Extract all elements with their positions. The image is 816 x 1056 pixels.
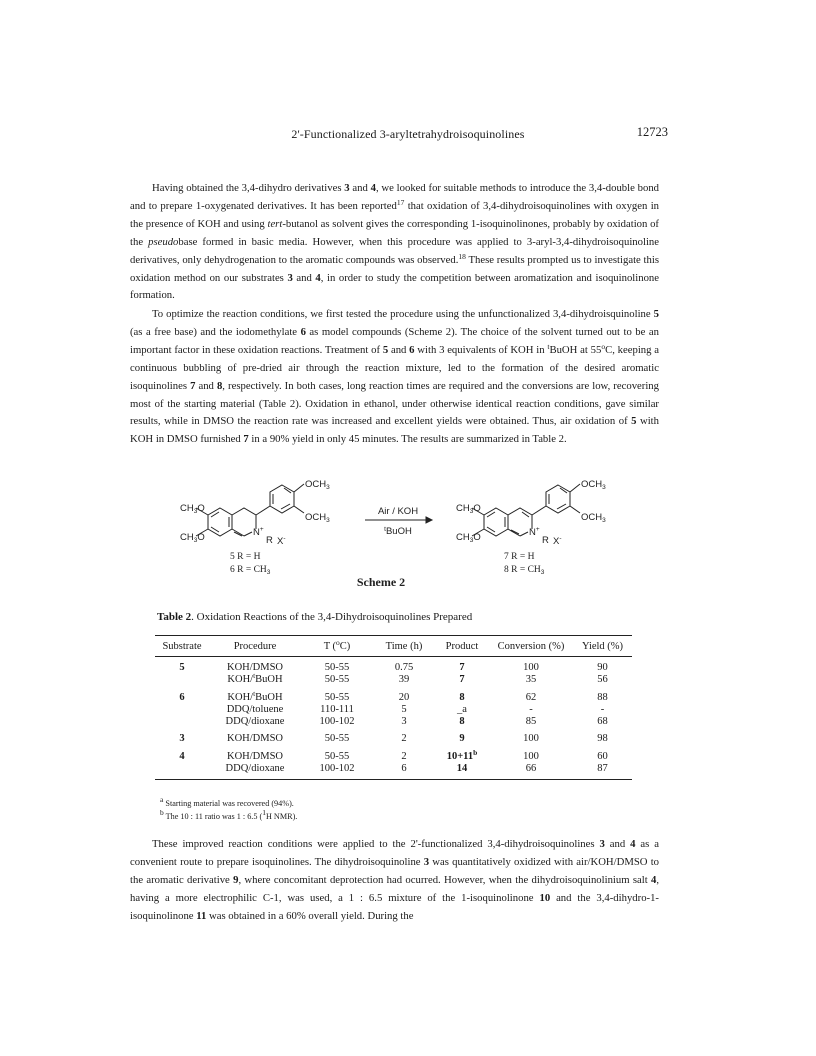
reaction-scheme-drawing <box>170 478 640 613</box>
compound-ref: 9 <box>233 873 239 886</box>
cell-substrate <box>155 674 209 686</box>
table-caption <box>157 611 472 623</box>
methoxy-label: $OCH_3$ <box>305 479 330 491</box>
paragraph-1 <box>130 180 659 305</box>
text: , we looked for suitable methods to introduce the 3,4-double bond and to prepare 1-oxygenated derivatives. It has been reported <box>130 182 660 212</box>
compound-ref: 5 <box>653 308 659 320</box>
cell-time: 2 <box>401 750 407 762</box>
table-footnotes <box>160 795 298 823</box>
text: was quantitatively oxidized with air/KOH/DMSO to the aromatic derivative <box>130 855 660 886</box>
cell-temperature: 50-55 <box>324 691 350 703</box>
compound-ref: 7 <box>190 379 196 392</box>
compound-ref: 4 <box>651 873 657 886</box>
footnote-a: $^a$ Starting material was recovered (94%). <box>160 795 294 808</box>
counterion: X- <box>553 535 562 547</box>
table-row <box>155 674 632 686</box>
cell-conversion: 100 <box>523 733 539 745</box>
compound-ref: 8 <box>216 379 223 392</box>
compound-ref: 4 <box>315 271 321 284</box>
cell-temperature: 110-111 <box>320 703 354 715</box>
table-row <box>155 763 632 780</box>
cell-conversion: 100 <box>523 662 539 673</box>
cell-procedure: KOH/$^t$BuOH <box>227 671 283 686</box>
cell-temperature: 100-102 <box>301 763 373 780</box>
citation: 17 <box>396 197 405 207</box>
cell-product: 7 <box>459 662 465 673</box>
cell-product: 8 <box>459 716 465 728</box>
table-header-row <box>155 636 632 657</box>
cell-substrate: 4 <box>179 750 185 762</box>
methoxy-label: $CH_3O$ <box>456 503 481 515</box>
header-procedure: Procedure <box>209 636 301 657</box>
r-group: R <box>266 535 273 546</box>
cell-yield: 56 <box>597 674 608 686</box>
solvent-label: $^t$BuOH <box>384 526 412 537</box>
header-time: Time (h) <box>373 636 435 657</box>
methoxy-label: $OCH_3$ <box>581 479 606 491</box>
counterion: X- <box>277 535 286 547</box>
methoxy-label: $OCH_3$ <box>581 512 606 524</box>
cell-time: 3 <box>401 716 407 728</box>
compound-ref: 3 <box>344 182 350 194</box>
cell-conversion: 100 <box>523 750 539 762</box>
cell-conversion: 62 <box>525 691 537 703</box>
cell-yield: - <box>600 703 605 715</box>
cell-product: 9 <box>459 733 465 745</box>
cell-substrate: 5 <box>179 662 185 673</box>
compound-label-7: 7 R = H <box>504 552 535 562</box>
scheme-title: Scheme 2 <box>356 575 406 589</box>
text: , respectively. In both cases, long reaction times are required and the conversions are low, recovering most of the starting material (Table 2). Oxidation in ethanol, under otherwise identical reaction conditions, gave similar results, while in DMSO the reaction rate was increased and excellent yields were obtained. Thus, air oxidation of <box>130 379 659 428</box>
text: These improved reaction conditions were applied to the 2'-functionalized 3,4-dihydroisoquinolines <box>152 838 600 850</box>
cell-yield: 98 <box>597 733 608 745</box>
table-caption-text: . Oxidation Reactions of the 3,4-Dihydroisoquinolines Prepared <box>191 611 473 623</box>
methoxy-label: $CH_3O$ <box>180 503 205 515</box>
footnote-b: $^b$ The 10 : 11 ratio was 1 : 6.5 ($^1$H NMR). <box>160 807 298 821</box>
methoxy-label: $OCH_3$ <box>305 512 330 524</box>
compound-ref: 11 <box>196 909 207 922</box>
compound-label-8: 8 $R = CH_3$ <box>504 565 545 576</box>
header-conversion: Conversion (%) <box>489 636 573 657</box>
table-row <box>155 657 632 675</box>
cell-substrate: 6 <box>179 691 185 703</box>
table-row <box>155 704 632 716</box>
text: and <box>604 838 631 850</box>
cell-temperature: 50-55 <box>324 674 350 686</box>
cell-temperature: 50-55 <box>324 733 350 745</box>
cell-procedure: KOH/DMSO <box>226 733 283 745</box>
methoxy-label: $CH_3O$ <box>180 532 205 544</box>
text: as a convenient route to prepare isoquinolines. The dihydroisoquinoline <box>130 838 659 868</box>
text: and <box>388 343 410 356</box>
cell-conversion: 35 <box>525 674 537 686</box>
nitrogen-atom: N+ <box>529 526 540 538</box>
text: with 3 equivalents of KOH in <box>414 343 548 356</box>
compound-ref: 6 <box>409 343 415 356</box>
compound-ref: 4 <box>630 838 636 850</box>
text: BuOH at 55 <box>549 343 602 356</box>
cell-procedure: KOH/DMSO <box>226 750 283 762</box>
scheme-2 <box>170 478 640 613</box>
cell-substrate <box>155 763 209 780</box>
reagent-label: Air / KOH <box>377 506 419 517</box>
cell-product: 8 <box>459 691 465 703</box>
compound-label-5: 5 R = H <box>230 552 261 562</box>
table-row <box>155 728 632 745</box>
cell-procedure: DDQ/dioxane <box>225 716 285 728</box>
cell-substrate <box>155 716 209 728</box>
running-title: 2'-Functionalized 3-aryltetrahydroisoquinolines <box>291 127 525 141</box>
cell-substrate <box>155 704 209 716</box>
compound-ref: 3 <box>287 271 293 284</box>
text: and <box>195 379 217 392</box>
cell-time: 2 <box>401 733 407 745</box>
superscript: t <box>547 341 550 351</box>
cell-yield: 88 <box>597 691 608 703</box>
text: To optimize the reaction conditions, we first tested the procedure using the unfunctionalized 3,4-dihydroisquinoline <box>152 308 654 320</box>
cell-time: 5 <box>401 703 407 715</box>
header-yield: Yield (%) <box>573 636 632 657</box>
text: base formed in basic media. However, when this procedure was applied to 3-aryl-3,4-dihydroisoquinoline derivatives, only dehydrogenation to the aromatic compounds was observed. <box>130 235 659 266</box>
cell-yield: 90 <box>597 662 608 673</box>
cell-procedure: KOH/$^t$BuOH <box>227 688 283 703</box>
text: Having obtained the 3,4-dihydro derivatives <box>152 182 345 194</box>
cell-yield: 87 <box>573 763 632 780</box>
italic-text: pseudo <box>148 235 179 248</box>
cell-procedure: KOH/DMSO <box>226 662 283 673</box>
text: -butanol as solvent gives the corresponding 1-isoquinolinones, probably by oxidation of the <box>130 217 659 248</box>
citation: 18 <box>458 251 466 261</box>
cell-temperature: 100-102 <box>319 716 355 728</box>
text: C, keeping a continuous bubbling of pre-dried air through the reaction mixture, led to the formation of the desired aromatic isoquinolines <box>130 343 659 392</box>
cell-conversion: 66 <box>489 763 573 780</box>
cell-procedure: DDQ/dioxane <box>209 763 301 780</box>
methoxy-label: $CH_3O$ <box>456 532 481 544</box>
cell-time: 20 <box>398 691 410 703</box>
table-label: Table 2 <box>157 611 192 623</box>
cell-time: 0.75 <box>394 662 414 673</box>
table-row <box>155 687 632 704</box>
compound-ref: 5 <box>382 343 389 356</box>
degree-sign: o <box>601 341 606 351</box>
text: and the 3,4-dihydro-1-isoquinolinone <box>130 891 659 922</box>
text: , where concomitant deprotection had ocurred. However, when the dihydroisoquinolinium salt <box>238 873 651 886</box>
text: and <box>292 271 316 284</box>
oxidation-table <box>155 635 632 780</box>
text: , in order to study the competition between aromatization and isoquinolinone formation. <box>130 271 660 302</box>
cell-product: 14 <box>435 763 489 780</box>
cell-yield: 60 <box>597 750 608 762</box>
text: was obtained in a 60% overall yield. During the <box>206 909 414 922</box>
compound-ref: 5 <box>631 415 637 428</box>
cell-product: $10+11^b$ <box>446 747 478 762</box>
text: These results prompted us to investigate this oxidation method on our substrates <box>130 253 659 284</box>
r-group: R <box>542 535 549 546</box>
compound-ref: 7 <box>243 433 249 446</box>
compound-ref: 4 <box>370 182 376 194</box>
compound-ref: 3 <box>599 838 605 850</box>
cell-temperature: 50-55 <box>324 662 350 673</box>
page-number: 12723 <box>636 125 668 139</box>
cell-product: _a <box>457 703 467 715</box>
text: with KOH in DMSO furnished <box>130 415 659 446</box>
compound-ref: 3 <box>423 855 430 868</box>
text: (as a free base) and the iodomethylate <box>130 325 301 338</box>
cell-yield: 68 <box>597 716 608 728</box>
text: , having a more electrophilic C-1, was used, a 1 : 6.5 mixture of the 1-isoquinolinone <box>130 873 660 904</box>
header-substrate: Substrate <box>155 636 209 657</box>
cell-procedure: DDQ/toluene <box>226 703 284 715</box>
text: as model compounds (Scheme 2). The choice of the solvent turned out to be an important factor in these oxidation reactions. Treatment of <box>130 325 659 356</box>
text: and <box>349 182 371 194</box>
cell-temperature: 50-55 <box>324 750 350 762</box>
table-row <box>155 746 632 763</box>
cell-conversion: - <box>529 703 533 715</box>
table-row <box>155 716 632 728</box>
cell-product: 7 <box>459 674 465 686</box>
cell-conversion: 85 <box>525 716 537 728</box>
italic-text: tert <box>267 217 283 230</box>
cell-time: 6 <box>373 763 435 780</box>
compound-ref: 10 <box>539 891 551 904</box>
text: in a 90% yield in only 45 minutes. The results are summarized in Table 2. <box>248 433 567 446</box>
compound-ref: 6 <box>300 325 306 338</box>
header-temperature: T ($^o$C) <box>301 636 373 657</box>
text: that oxidation of 3,4-dihydroisoquinolines with oxygen in the presence of KOH and using <box>130 199 660 230</box>
paragraph-2 <box>130 306 659 449</box>
paragraph-3 <box>130 836 659 926</box>
header-product: Product <box>435 636 489 657</box>
cell-time: 39 <box>398 674 410 686</box>
compound-label-6: 6 $R = CH_3$ <box>230 565 271 576</box>
nitrogen-atom: N+ <box>253 526 264 538</box>
cell-substrate: 3 <box>179 733 185 745</box>
